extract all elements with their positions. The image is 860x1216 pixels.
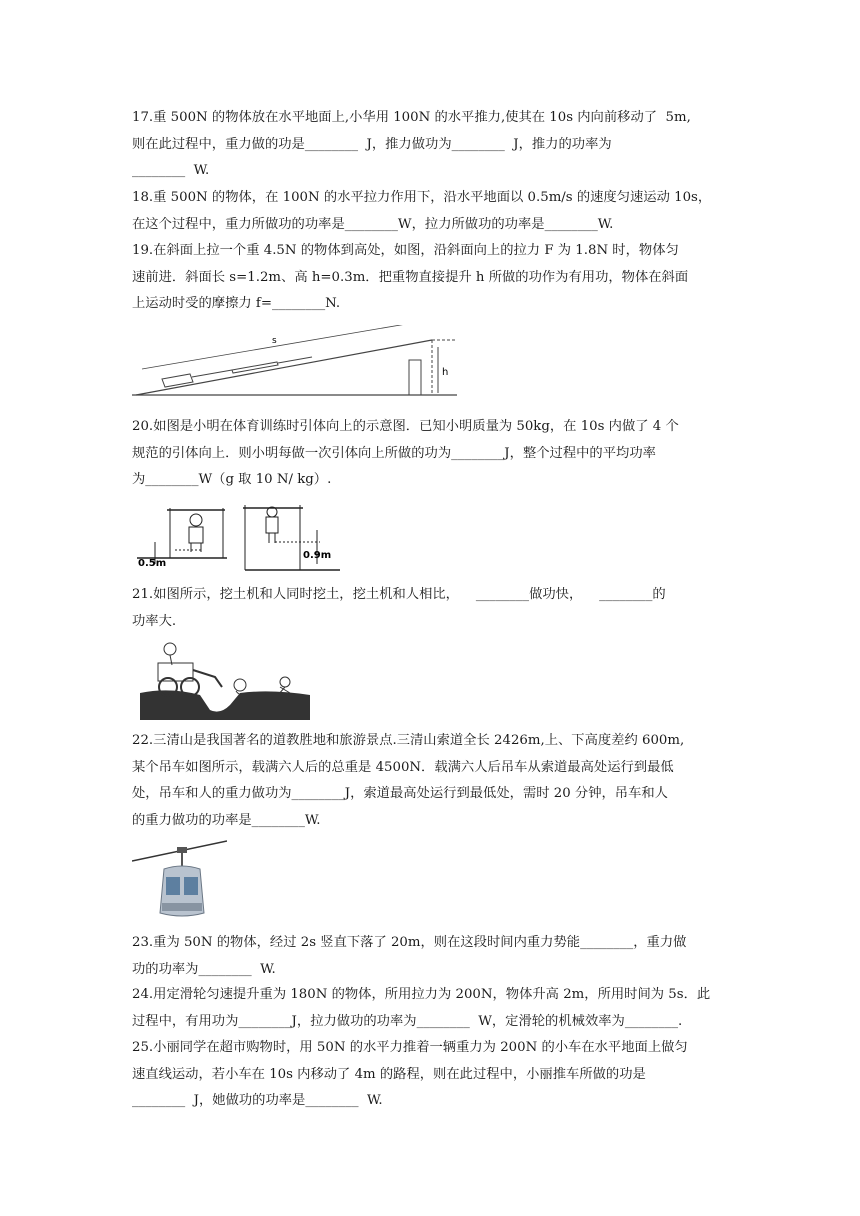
- pullup-label-right: 0.9m: [303, 550, 332, 561]
- question-17: [132, 105, 732, 185]
- question-20-line-3: 为________W（g 取 10 N/ kg）.: [132, 472, 332, 487]
- cablecar-diagram: [132, 835, 227, 925]
- question-21: [132, 582, 732, 635]
- question-17-line-3: ________ W.: [132, 163, 210, 178]
- question-22: [132, 728, 732, 834]
- question-19-line-3: 上运动时受的摩擦力 f=________N.: [132, 296, 341, 311]
- question-20-line-2: 规范的引体向上．则小明每做一次引体向上所做的功为________J，整个过程中的平均功率: [132, 445, 656, 461]
- question-18-line-2: 在这个过程中，重力所做功的功率是________W，拉力所做功的功率是________W.: [132, 216, 614, 232]
- question-25-line-3: ________ J，她做功的功率是________ W.: [132, 1093, 383, 1108]
- incline-label-h: h: [442, 367, 449, 378]
- question-18-line-1: 18.重 500N 的物体，在 100N 的水平拉力作用下，沿水平地面以 0.5m/s 的速度匀速运动 10s，: [132, 190, 712, 205]
- excavator-diagram: [140, 635, 310, 720]
- question-17-line-2: 则在此过程中，重力做的功是________ J，推力做功为________ J，推力的功率为: [132, 136, 612, 152]
- question-25-line-1: 25.小丽同学在超市购物时，用 50N 的水平力推着一辆重力为 200N 的小车在水平地面上做匀: [132, 1040, 688, 1055]
- question-17-line-1: 17.重 500N 的物体放在水平地面上,小华用 100N 的水平推力,使其在 10s 内向前移动了 5m,: [132, 110, 691, 125]
- question-22-line-3: 处，吊车和人的重力做功为________J，索道最高处运行到最低处，需时 20 分钟，吊车和人: [132, 786, 668, 801]
- cablecar-figure: [132, 835, 227, 925]
- question-25: [132, 1035, 732, 1115]
- question-23-line-1: 23.重为 50N 的物体，经过 2s 竖直下落了 20m，则在这段时间内重力势能________，重力做: [132, 935, 687, 950]
- question-24-line-1: 24.用定滑轮匀速提升重为 180N 的物体，所用拉力为 200N，物体升高 2m，所用时间为 5s．此: [132, 987, 711, 1002]
- incline-label-s: s: [272, 336, 277, 346]
- pullup-figure: [135, 500, 345, 575]
- pullup-label-left: 0.5m: [138, 558, 167, 569]
- pullup-diagram: [135, 500, 345, 575]
- question-20: [132, 414, 732, 494]
- question-22-line-2: 某个吊车如图所示，载满六人后的总重是 4500N．载满六人后吊车从索道最高处运行到最低: [132, 759, 674, 775]
- question-20-line-1: 20.如图是小明在体育训练时引体向上的示意图．已知小明质量为 50kg，在 10s 内做了 4 个: [132, 419, 679, 434]
- question-23: [132, 930, 732, 983]
- incline-figure: [132, 325, 462, 400]
- question-19-line-2: 速前进．斜面长 s=1.2m、高 h=0.3m．把重物直接提升 h 所做的功作为有用功，物体在斜面: [132, 269, 689, 285]
- question-21-line-2: 功率大.: [132, 613, 177, 629]
- question-19-line-1: 19.在斜面上拉一个重 4.5N 的物体到高处，如图，沿斜面向上的拉力 F 为 1.8N 时，物体匀: [132, 243, 679, 258]
- question-22-line-4: 的重力做功的功率是________W.: [132, 812, 321, 828]
- question-24-line-2: 过程中，有用功为________J，拉力做功的功率为________ W，定滑轮的机械效率为________.: [132, 1013, 683, 1029]
- question-23-line-2: 功的功率为________ W.: [132, 961, 276, 977]
- question-18: [132, 185, 732, 238]
- question-25-line-2: 速直线运动，若小车在 10s 内移动了 4m 的路程，则在此过程中，小丽推车所做的功是: [132, 1066, 646, 1082]
- question-21-line-1: 21.如图所示，挖土机和人同时挖土，挖土机和人相比， ________做功快， ________的: [132, 587, 666, 602]
- excavator-figure: [140, 635, 310, 720]
- question-22-line-1: 22.三清山是我国著名的道教胜地和旅游景点.三清山索道全长 2426m,上、下高度差约 600m,: [132, 733, 685, 748]
- incline-diagram: [132, 325, 462, 400]
- question-24: [132, 982, 732, 1035]
- question-19: [132, 238, 732, 318]
